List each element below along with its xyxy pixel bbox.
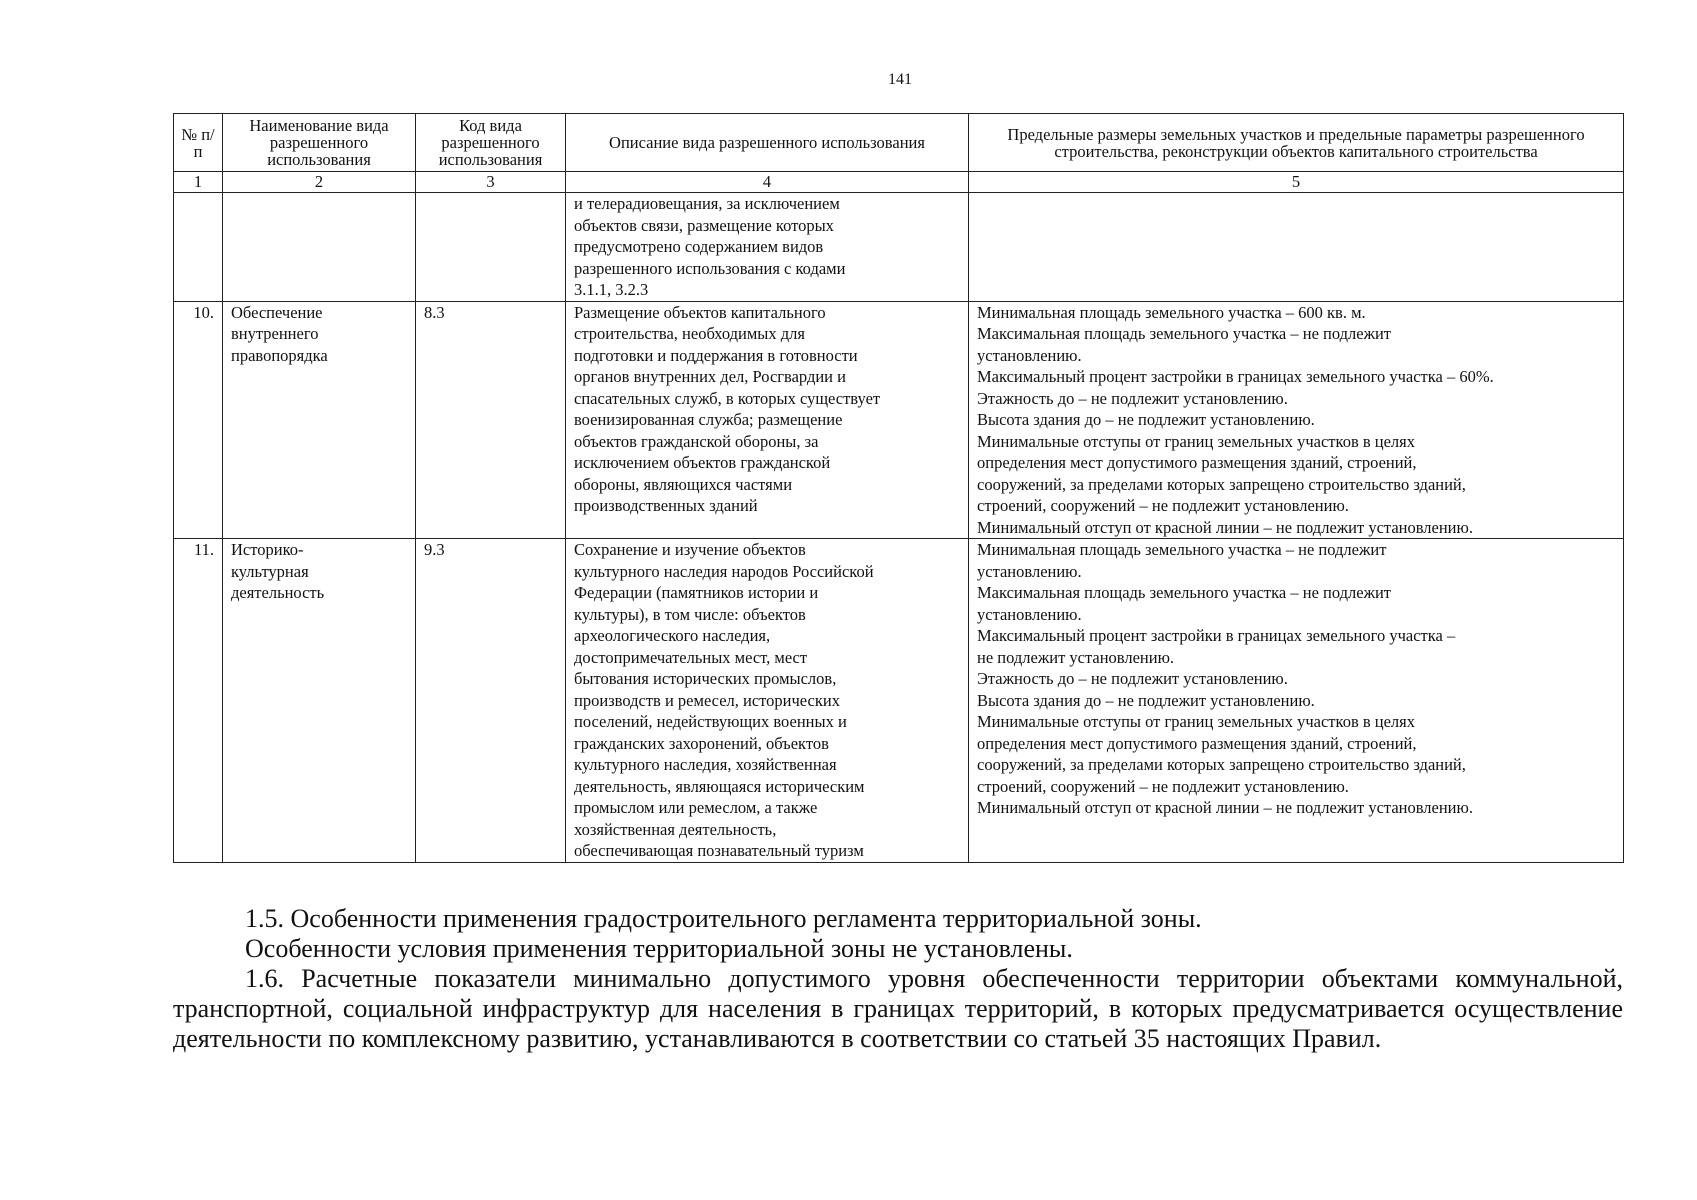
header-parameters: Предельные размеры земельных участков и предельные параметры разрешенного строительства, реконструкции объектов капитального строительства <box>969 114 1624 172</box>
description-line: исключением объектов гражданской <box>574 453 831 472</box>
description-line: культурного наследия народов Российской <box>574 561 874 581</box>
column-number: 3 <box>416 172 566 193</box>
header-use-description: Описание вида разрешенного использования <box>566 114 969 172</box>
description-line: органов внутренних дел, Росгвардии и <box>574 367 846 386</box>
table-header-row <box>174 114 1624 172</box>
column-number: 1 <box>174 172 223 193</box>
use-name-cell <box>223 301 416 539</box>
description-line: Федерации (памятников истории и <box>574 583 819 602</box>
description-line: Размещение объектов капитального <box>574 302 826 322</box>
parameter-line: строений, сооружений – не подлежит установлению. <box>977 496 1349 515</box>
parameter-line: Этажность до – не подлежит установлению. <box>977 669 1288 688</box>
description-line: и телерадиовещания, за исключением <box>574 194 840 213</box>
parameter-line: Минимальная площадь земельного участка – 600 кв. м. <box>977 302 1366 322</box>
parameter-line: Минимальные отступы от границ земельных участков в целях <box>977 712 1416 731</box>
description-line: Сохранение и изучение объектов <box>574 540 806 559</box>
parameter-line: сооружений, за пределами которых запрещено строительство зданий, <box>977 474 1466 494</box>
use-name-line: культурная <box>231 561 309 581</box>
parameter-line: установлению. <box>977 604 1082 624</box>
use-description-cell <box>566 539 969 863</box>
parameter-line: Максимальная площадь земельного участка – не подлежит <box>977 583 1392 602</box>
use-name-line: правопорядка <box>231 345 328 365</box>
use-code: 9.3 <box>416 539 566 863</box>
description-line: производств и ремесел, исторических <box>574 690 840 710</box>
parameter-line: определения мест допустимого размещения зданий, строений, <box>977 453 1417 472</box>
description-line: поселений, недействующих военных и <box>574 712 847 731</box>
parameter-line: Высота здания до – не подлежит установлению. <box>977 410 1315 429</box>
description-line: гражданских захоронений, объектов <box>574 733 829 753</box>
parameter-line: Минимальный отступ от красной линии – не подлежит установлению. <box>977 798 1473 817</box>
use-name-line: деятельность <box>231 583 325 602</box>
description-line: 3.1.1, 3.2.3 <box>574 280 649 299</box>
parameter-line: Минимальная площадь земельного участка – не подлежит <box>977 540 1387 559</box>
use-description-cell <box>566 193 969 302</box>
parameter-line: Высота здания до – не подлежит установлению. <box>977 690 1315 710</box>
parameter-line: Этажность до – не подлежит установлению. <box>977 388 1288 408</box>
description-line: хозяйственная деятельность, <box>574 819 777 839</box>
row-number-cell <box>174 193 223 302</box>
column-number-row <box>174 172 1624 193</box>
page-number: 141 <box>888 71 912 88</box>
description-line: достопримечательных мест, мест <box>574 647 808 667</box>
use-description-cell <box>566 301 969 539</box>
description-line: промыслом или ремеслом, а также <box>574 798 818 817</box>
table-row <box>174 301 1624 539</box>
column-number: 5 <box>969 172 1624 193</box>
parameter-line: Минимальный отступ от красной линии – не подлежит установлению. <box>977 517 1473 537</box>
use-code: 8.3 <box>416 301 566 539</box>
use-name-cell <box>223 539 416 863</box>
table-row-continuation <box>174 193 1624 302</box>
parameter-line: не подлежит установлению. <box>977 647 1175 667</box>
table-row <box>174 539 1624 863</box>
header-number: № п/п <box>174 114 223 172</box>
use-code-cell <box>416 193 566 302</box>
body-text <box>173 904 1623 1054</box>
parameter-line: установлению. <box>977 345 1082 365</box>
parameter-line: определения мест допустимого размещения зданий, строений, <box>977 733 1417 753</box>
parameters-cell <box>969 301 1624 539</box>
use-name-line: внутреннего <box>231 324 319 343</box>
parameter-line: сооружений, за пределами которых запрещено строительство зданий, <box>977 755 1466 774</box>
section-paragraph-1-6: 1.6. Расчетные показатели минимально допустимого уровня обеспеченности территории объектами коммунальной, транспортной, социальной инфраструктур для населения в границах территорий, в которых предусматривается осуществление деятельности по комплексному развитию, устанавливаются в соответствии со статьей 35 настоящих Правил. <box>173 964 1623 1053</box>
description-line: строительства, необходимых для <box>574 324 805 343</box>
description-line: культурного наследия, хозяйственная <box>574 755 837 774</box>
description-line: спасательных служб, в которых существует <box>574 388 881 408</box>
column-number: 4 <box>566 172 969 193</box>
description-line: культуры), в том числе: объектов <box>574 604 806 624</box>
parameter-line: Максимальная площадь земельного участка – не подлежит <box>977 324 1392 343</box>
header-use-code: Код вида разрешенного использования <box>416 114 566 172</box>
description-line: производственных зданий <box>574 496 758 515</box>
section-heading-1-5: 1.5. Особенности применения градостроительного регламента территориальной зоны. <box>245 904 1202 933</box>
description-line: археологического наследия, <box>574 626 771 645</box>
use-name-cell <box>223 193 416 302</box>
description-line: обороны, являющихся частями <box>574 474 793 494</box>
description-line: деятельность, являющаяся историческим <box>574 776 865 796</box>
use-name-line: Обеспечение <box>231 302 323 322</box>
column-number: 2 <box>223 172 416 193</box>
description-line: объектов связи, размещение которых <box>574 215 834 235</box>
paragraph: Особенности условия применения территориальной зоны не установлены. <box>245 934 1073 963</box>
parameters-cell <box>969 539 1624 863</box>
header-use-name: Наименование вида разрешенного использования <box>223 114 416 172</box>
description-line: объектов гражданской обороны, за <box>574 431 819 451</box>
parameter-line: Максимальный процент застройки в границах земельного участка – 60%. <box>977 367 1494 386</box>
parameter-line: строений, сооружений – не подлежит установлению. <box>977 776 1349 796</box>
use-name-line: Историко- <box>231 540 304 559</box>
description-line: подготовки и поддержания в готовности <box>574 345 858 365</box>
row-number: 10. <box>174 301 223 539</box>
parameters-cell <box>969 193 1624 302</box>
description-line: предусмотрено содержанием видов <box>574 237 824 256</box>
row-number: 11. <box>174 539 223 863</box>
regulations-table <box>173 113 1624 863</box>
description-line: обеспечивающая познавательный туризм <box>574 841 864 860</box>
description-line: бытования исторических промыслов, <box>574 669 837 688</box>
description-line: военизированная служба; размещение <box>574 410 843 429</box>
parameter-line: установлению. <box>977 561 1082 581</box>
parameter-line: Максимальный процент застройки в границах земельного участка – <box>977 626 1456 645</box>
description-line: разрешенного использования с кодами <box>574 258 846 278</box>
parameter-line: Минимальные отступы от границ земельных участков в целях <box>977 431 1416 451</box>
